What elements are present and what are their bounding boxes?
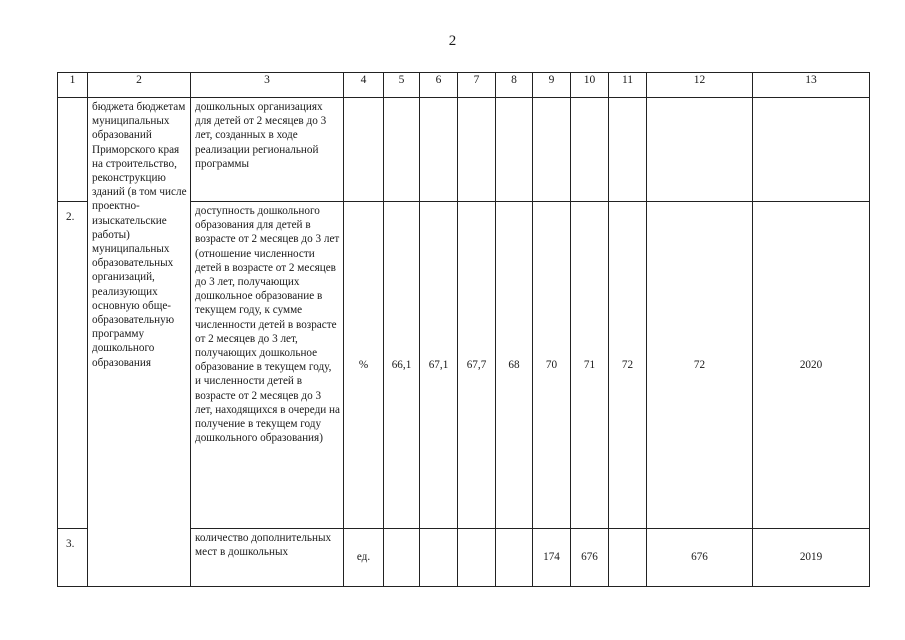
header-cell: 11 — [609, 73, 647, 98]
indicator-text: доступность дошкольного образования для детей в возрасте от 2 месяцев до 3 лет (отношение численности детей в возрасте от 2 месяцев до 3 лет, получающих дошкольное образование в текущем году, к сумме численности детей в возрасте от 2 месяцев до 3 лет, получающих дошкольное образование в текущем году, и численности детей в возрасте от 2 месяцев до 3 лет, находящихся в очереди на получение в текущем году дошкольного образования) — [191, 202, 344, 529]
value-cell — [384, 98, 420, 202]
value-cell: 67,1 — [420, 202, 458, 529]
unit-cell: % — [344, 202, 384, 529]
value-cell — [609, 529, 647, 587]
value-cell — [384, 529, 420, 587]
value-cell — [496, 98, 533, 202]
header-cell: 2 — [88, 73, 191, 98]
value-cell — [533, 98, 571, 202]
indicators-table — [57, 72, 870, 587]
row-number — [58, 98, 88, 202]
value-cell — [458, 98, 496, 202]
row-number: 3. — [58, 529, 88, 587]
value-cell: 676 — [571, 529, 609, 587]
unit-cell: ед. — [344, 529, 384, 587]
value-cell: 66,1 — [384, 202, 420, 529]
value-cell: 72 — [647, 202, 753, 529]
value-cell: 68 — [496, 202, 533, 529]
value-cell — [571, 98, 609, 202]
page-number: 2 — [448, 33, 457, 49]
value-cell — [420, 98, 458, 202]
indicator-text: количество дополнительных мест в дошкольных — [191, 529, 344, 587]
value-cell: 70 — [533, 202, 571, 529]
value-cell: 676 — [647, 529, 753, 587]
header-cell: 6 — [420, 73, 458, 98]
measure-description: бюджета бюджетам муниципальных образований Приморского края на строительство, реконструкцию зданий (в том числе проектно-изыскательские работы) муниципальных образовательных организаций, реализующих основную обще-образовательную программу дошкольного образования — [88, 98, 191, 587]
header-cell: 4 — [344, 73, 384, 98]
year-cell: 2019 — [753, 529, 870, 587]
year-cell — [753, 98, 870, 202]
value-cell: 67,7 — [458, 202, 496, 529]
unit-cell — [344, 98, 384, 202]
value-cell — [458, 529, 496, 587]
row-number: 2. — [58, 202, 88, 529]
value-cell: 72 — [609, 202, 647, 529]
value-cell: 71 — [571, 202, 609, 529]
value-cell — [609, 98, 647, 202]
header-cell: 7 — [458, 73, 496, 98]
indicator-text: дошкольных организациях для детей от 2 месяцев до 3 лет, созданных в ходе реализации региональной программы — [191, 98, 344, 202]
header-cell: 12 — [647, 73, 753, 98]
header-cell: 8 — [496, 73, 533, 98]
value-cell — [420, 529, 458, 587]
header-cell: 9 — [533, 73, 571, 98]
header-cell: 1 — [58, 73, 88, 98]
value-cell: 174 — [533, 529, 571, 587]
year-cell: 2020 — [753, 202, 870, 529]
header-row — [58, 73, 870, 98]
value-cell — [647, 98, 753, 202]
header-cell: 13 — [753, 73, 870, 98]
header-cell: 5 — [384, 73, 420, 98]
value-cell — [496, 529, 533, 587]
table-row — [58, 98, 870, 202]
header-cell: 3 — [191, 73, 344, 98]
header-cell: 10 — [571, 73, 609, 98]
